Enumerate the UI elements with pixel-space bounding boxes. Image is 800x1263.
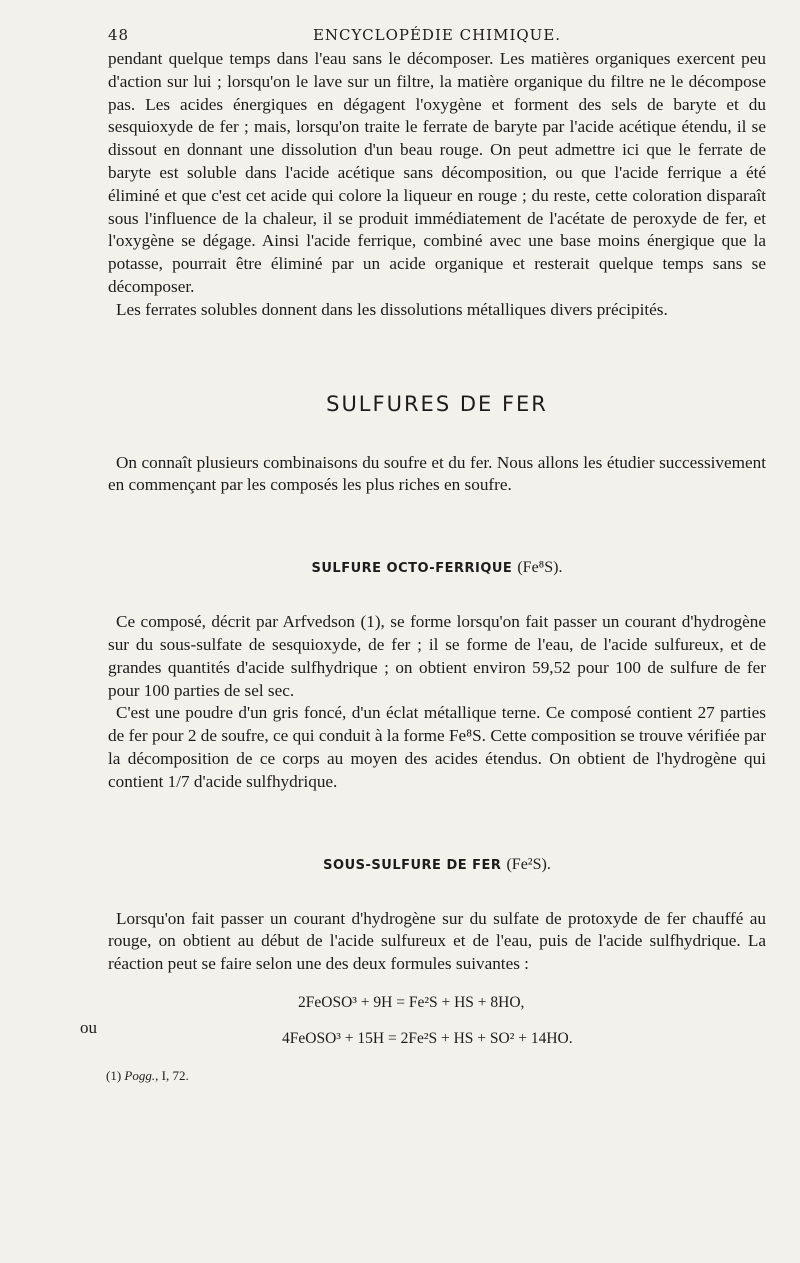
page-number: 48 bbox=[108, 26, 130, 44]
paragraph-ferrates-solubles: Les ferrates solubles donnent dans les dissolutions métalliques divers précipités. bbox=[116, 299, 668, 319]
paragraph-poudre-grise: C'est une poudre d'un gris foncé, d'un éclat métallique terne. Ce composé contient 27 parties de fer pour 2 de soufre, ce qui conduit à la forme Fe⁸S. Cette composition se trouve vérifiée par la décomposition de ce corps au moyen des acides étendus. On obtient de l'hydrogène qui contient 1/7 d'acide sulfhydrique. bbox=[108, 703, 766, 791]
equation-1: 2FeOSO³ + 9H = Fe²S + HS + 8HO, bbox=[298, 993, 525, 1011]
running-title: ENCYCLOPÉDIE CHIMIQUE. bbox=[312, 26, 562, 44]
footnote-marker: (1) bbox=[106, 1067, 122, 1083]
paragraph-arfvedson: Ce composé, décrit par Arfvedson (1), se forme lorsqu'on fait passer un courant d'hydrogène sur du sous-sulfate de sesquioxyde, de fer ; il se forme de l'eau, de l'acide sulfureux, et de grandes quantités d'acide sulfhydrique ; on obtient environ 59,52 pour 100 de sulfure de fer pour 100 parties de sel sec. bbox=[108, 612, 766, 700]
paragraph-ferrate-baryte: pendant quelque temps dans l'eau sans le décomposer. Les matières organiques exercent peu d'action sur lui ; lorsqu'on le lave sur un filtre, la matière organique du filtre ne le décompose pas. Les acides énergiques en dégagent l'oxygène et forment des sels de baryte et du sesquioxyde de fer ; mais, lorsqu'on traite le ferrate de baryte par l'acide acétique étendu, il se dissout en donnant une dissolution d'un beau rouge. On peut admettre ici que le ferrate de baryte est soluble dans l'acide acétique sans décomposition, ou que l'acide ferrique a été éliminé et que c'est cet acide qui colore la liqueur en rouge ; du reste, cette coloration disparaît sous l'influence de la chaleur, il se produit immédiatement de l'acétate de peroxyde de fer, et l'oxygène se dégage. Ainsi l'acide ferrique, combiné avec une base moins énergique que la potasse, pourrait être éliminé par un acide organique et resterait quelque temps sans se décomposer. bbox=[108, 49, 766, 296]
footnote-detail: I, 72. bbox=[161, 1067, 189, 1083]
equations bbox=[80, 993, 766, 1058]
paragraph-section-intro: On connaît plusieurs combinaisons du soufre et du fer. Nous allons les étudier successivement en commençant par les composés les plus riches en soufre. bbox=[108, 452, 766, 495]
subsection-title-text: SULFURE OCTO-FERRIQUE bbox=[311, 561, 513, 577]
subsection-formula: (Fe⁸S). bbox=[517, 559, 563, 577]
subsection-title-text: SOUS-SULFURE DE FER bbox=[323, 857, 502, 873]
footnote bbox=[106, 1068, 766, 1084]
footnote-ref: Pogg., bbox=[124, 1067, 159, 1083]
section-title: SULFURES DE FER bbox=[326, 391, 548, 416]
equation-2: 4FeOSO³ + 15H = 2Fe²S + HS + SO² + 14HO. bbox=[282, 1029, 573, 1047]
or-word: ou bbox=[80, 1017, 97, 1037]
subsection-title-octo-ferrique bbox=[108, 559, 766, 577]
subsection-title-sous-sulfure bbox=[108, 856, 766, 874]
running-head bbox=[108, 22, 766, 48]
subsection-formula: (Fe²S). bbox=[506, 855, 551, 873]
paragraph-hydrogene-sulfate: Lorsqu'on fait passer un courant d'hydrogène sur du sulfate de protoxyde de fer chauffé au rouge, on obtient au début de l'acide sulfureux et de l'eau, puis de l'acide sulfhydrique. La réaction peut se faire selon une des deux formules suivantes : bbox=[108, 908, 766, 974]
